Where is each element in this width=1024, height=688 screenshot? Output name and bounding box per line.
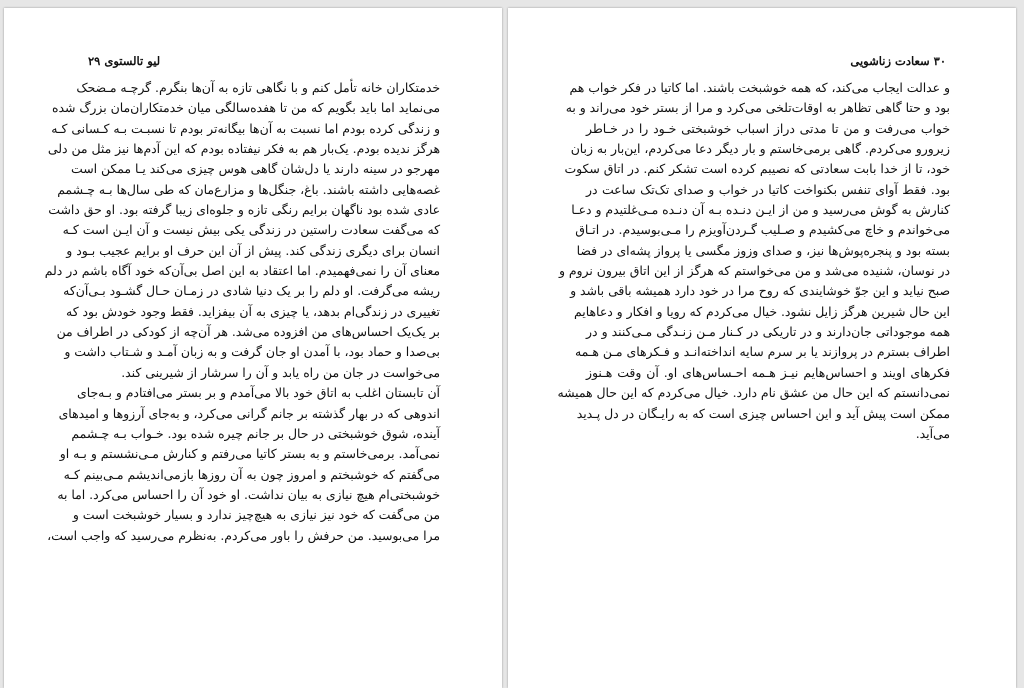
text-line: و زندگی کرده بودم اما نسبت به آن‌ها بیگانه‌تر بودم تا نسبـت بـه کـسانی کـه bbox=[51, 120, 440, 136]
text-line: عادی شده بود ناگهان برایم رنگی تازه و جلوه‌ای زیبا گرفته بود. او حق داشت bbox=[48, 202, 440, 218]
text-line: و عدالت ایجاب می‌کند، که همه خوشبخت باشند. اما کاتیا در فکر خواب هم bbox=[569, 80, 950, 95]
text-line: خواب می‌رفت و من تا مدتی دراز اسباب خوشبختی خـود را در خـاطر bbox=[586, 120, 950, 136]
text-line: خدمتکاران خانه تأمل کنم و با نگاهی تازه به آن‌ها بنگرم. گرچـه مـضحک bbox=[76, 80, 440, 95]
text-line: می‌آید. bbox=[915, 425, 950, 441]
right-page-body bbox=[557, 78, 950, 444]
text-line: غصه‌هایی داشته باشند. باغ، جنگل‌ها و مزارع‌مان که طی سال‌ها بـه چـشمم bbox=[57, 181, 440, 197]
left-page bbox=[4, 8, 502, 688]
text-line: همه موجوداتی جان‌دارند و در تاریکی در کـنار مـن زنـدگی مـی‌کنند و در bbox=[586, 324, 950, 340]
text-line: خوشبختی‌ام هیچ نیازی به بیان نداشت. او خود آن را احساس می‌کرد. اما به bbox=[57, 486, 440, 502]
text-line: صبح نیاید و این جوّ خوشایندی که روح مرا در خود دارد همیشه باقی باشد و bbox=[570, 283, 950, 299]
text-line: فکرهای اویند و احساس‌هایم نیـز هـمه احـساس‌های او. آن وقت هـنوز bbox=[586, 364, 950, 380]
text-line: بی‌صدا و حماد بود، با آمدن او جان گرفت و به زبان آمـد و شـتاب داشت و bbox=[64, 344, 440, 360]
text-line: آن تابستان اغلب به اتاق خود بالا می‌آمدم و بر بستر می‌افتادم و بـه‌جای bbox=[77, 385, 440, 401]
text-line: من می‌گفت که خود نیز نیازی به هیچ‌چیز ندارد و بسیار خوشبخت است و bbox=[72, 507, 440, 523]
text-line: بسته بود و پنجره‌پوش‌ها نیز، و صدای وزوز مگسی یا پرواز پشه‌ای در فضا bbox=[576, 242, 950, 258]
text-line: بود. فقط آوای تنفس بکنواخت کاتیا در خواب و صدای تک‌تک ساعت در bbox=[586, 181, 950, 197]
text-line: تغییری در زندگی‌ام بدهد، یا چیزی به آن بیفزاید. فقط وجود خودش بود که bbox=[66, 303, 440, 319]
text-line: معنای آن را نمی‌فهمیدم. اما اعتقاد به این اصل بی‌آن‌که خود آگاه باشم در دلم bbox=[44, 263, 440, 279]
left-page-header: لیو تالستوی ۲۹ bbox=[88, 54, 161, 68]
text-line: می‌نماید اما باید بگویم که من تا هفده‌سالگی میان خدمتکاران‌مان بزرگ شده bbox=[52, 100, 440, 116]
text-line: هرگز ندیده بودم. یک‌بار هم به فکر نیفتاده بودم که این آدم‌ها نیز مثل من دلی bbox=[47, 141, 440, 157]
text-line: مرا می‌بوسید. من حرفش را باور می‌کردم. به‌نظرم می‌رسید که واجب است، bbox=[47, 527, 440, 543]
text-line: زیرورو می‌کردم. گاهی برمی‌خاستم و بار دیگر دعا می‌کردم، این‌بار به زبان bbox=[570, 141, 950, 157]
text-line: این حال شیرین هرگز زایل نشود. خیال می‌کردم که رویا و افکار و دعاهایم bbox=[574, 303, 950, 319]
text-line: کنارش به گوش می‌رسید و من از ایـن دنـده بـه آن دنـده مـی‌غلتیدم و دعـا bbox=[571, 202, 950, 218]
right-page-header: ۳۰ سعادت زناشویی bbox=[850, 54, 946, 68]
text-line: می‌خواندم و خاچ می‌کشیدم و صـلیب گـردن‌آویزم را مـی‌بوسیدم. در اتـاق bbox=[575, 222, 950, 238]
right-page bbox=[508, 8, 1016, 688]
text-line: مهرجو در سینه دارند یا دل‌شان گاهی هوس چیزی می‌کند یـا ممکن است bbox=[71, 161, 440, 177]
text-line: نمی‌آمد. برمی‌خاستم و به بستر کاتیا می‌رفتم و کنارش مـی‌نشستم و بـه او bbox=[59, 446, 440, 462]
text-line: می‌گفتم که خوشبختم و امروز چون به آن روزها بازمی‌اندیشم مـی‌بینم کـه bbox=[63, 466, 440, 482]
text-line: انسان برای دیگری زندگی کند. پیش از آن این حرف او برایم عجیب بـود و bbox=[66, 242, 440, 258]
text-line: نمی‌دانستم که این حال من عشق نام دارد. خیال می‌کردم که این حال همیشه bbox=[557, 385, 950, 401]
left-page-body bbox=[44, 78, 440, 546]
text-line: بود و حتا گاهی تظاهر به اوقات‌تلخی می‌کرد و مرا از بستر خود می‌راند و به bbox=[565, 100, 950, 116]
text-line: ریشه می‌گرفت. او دلم را بر یک دنیا شادی در زمـان حـال گشـود بـی‌آن‌که bbox=[63, 283, 440, 299]
text-line: خود، تا از خدا بابت سعادتی که نصیبم کرده است تشکر کنم. در اتاق سکوت bbox=[564, 161, 950, 177]
text-line: که می‌گفت سعادت راستین در زندگی یکی بیش نیست و آن ایـن است کـه bbox=[62, 222, 440, 238]
text-line: آینده، شوق خوشبختی در حال بر جانم چیره شده بود. خـواب بـه چـشمم bbox=[71, 425, 440, 441]
text-line: بر یک‌یک احساس‌های من افزوده می‌شد. هر آن‌چه از کودکی در اطراف من bbox=[56, 324, 440, 340]
text-line: اندوهی که در بهار گذشته بر جانم گرانی می‌کرد، و به‌جای آرزوها و امیدهای bbox=[58, 405, 440, 421]
text-line: در نوسان، شنیده می‌شد و من می‌خواستم که هرگز از این اتاق بیرون نروم و bbox=[558, 263, 950, 279]
text-line: ممکن است پیش آید و این احساس چیزی است که به رایـگان در دل پـدید bbox=[576, 405, 950, 421]
text-line: می‌خواست در جان من راه یابد و آن را سرشار از شیرینی کند. bbox=[121, 364, 440, 380]
text-line: اطراف بسترم در پروازند یا بر سرم سایه انداخته‌انـد و فـکرهای مـن هـمه bbox=[574, 344, 950, 360]
